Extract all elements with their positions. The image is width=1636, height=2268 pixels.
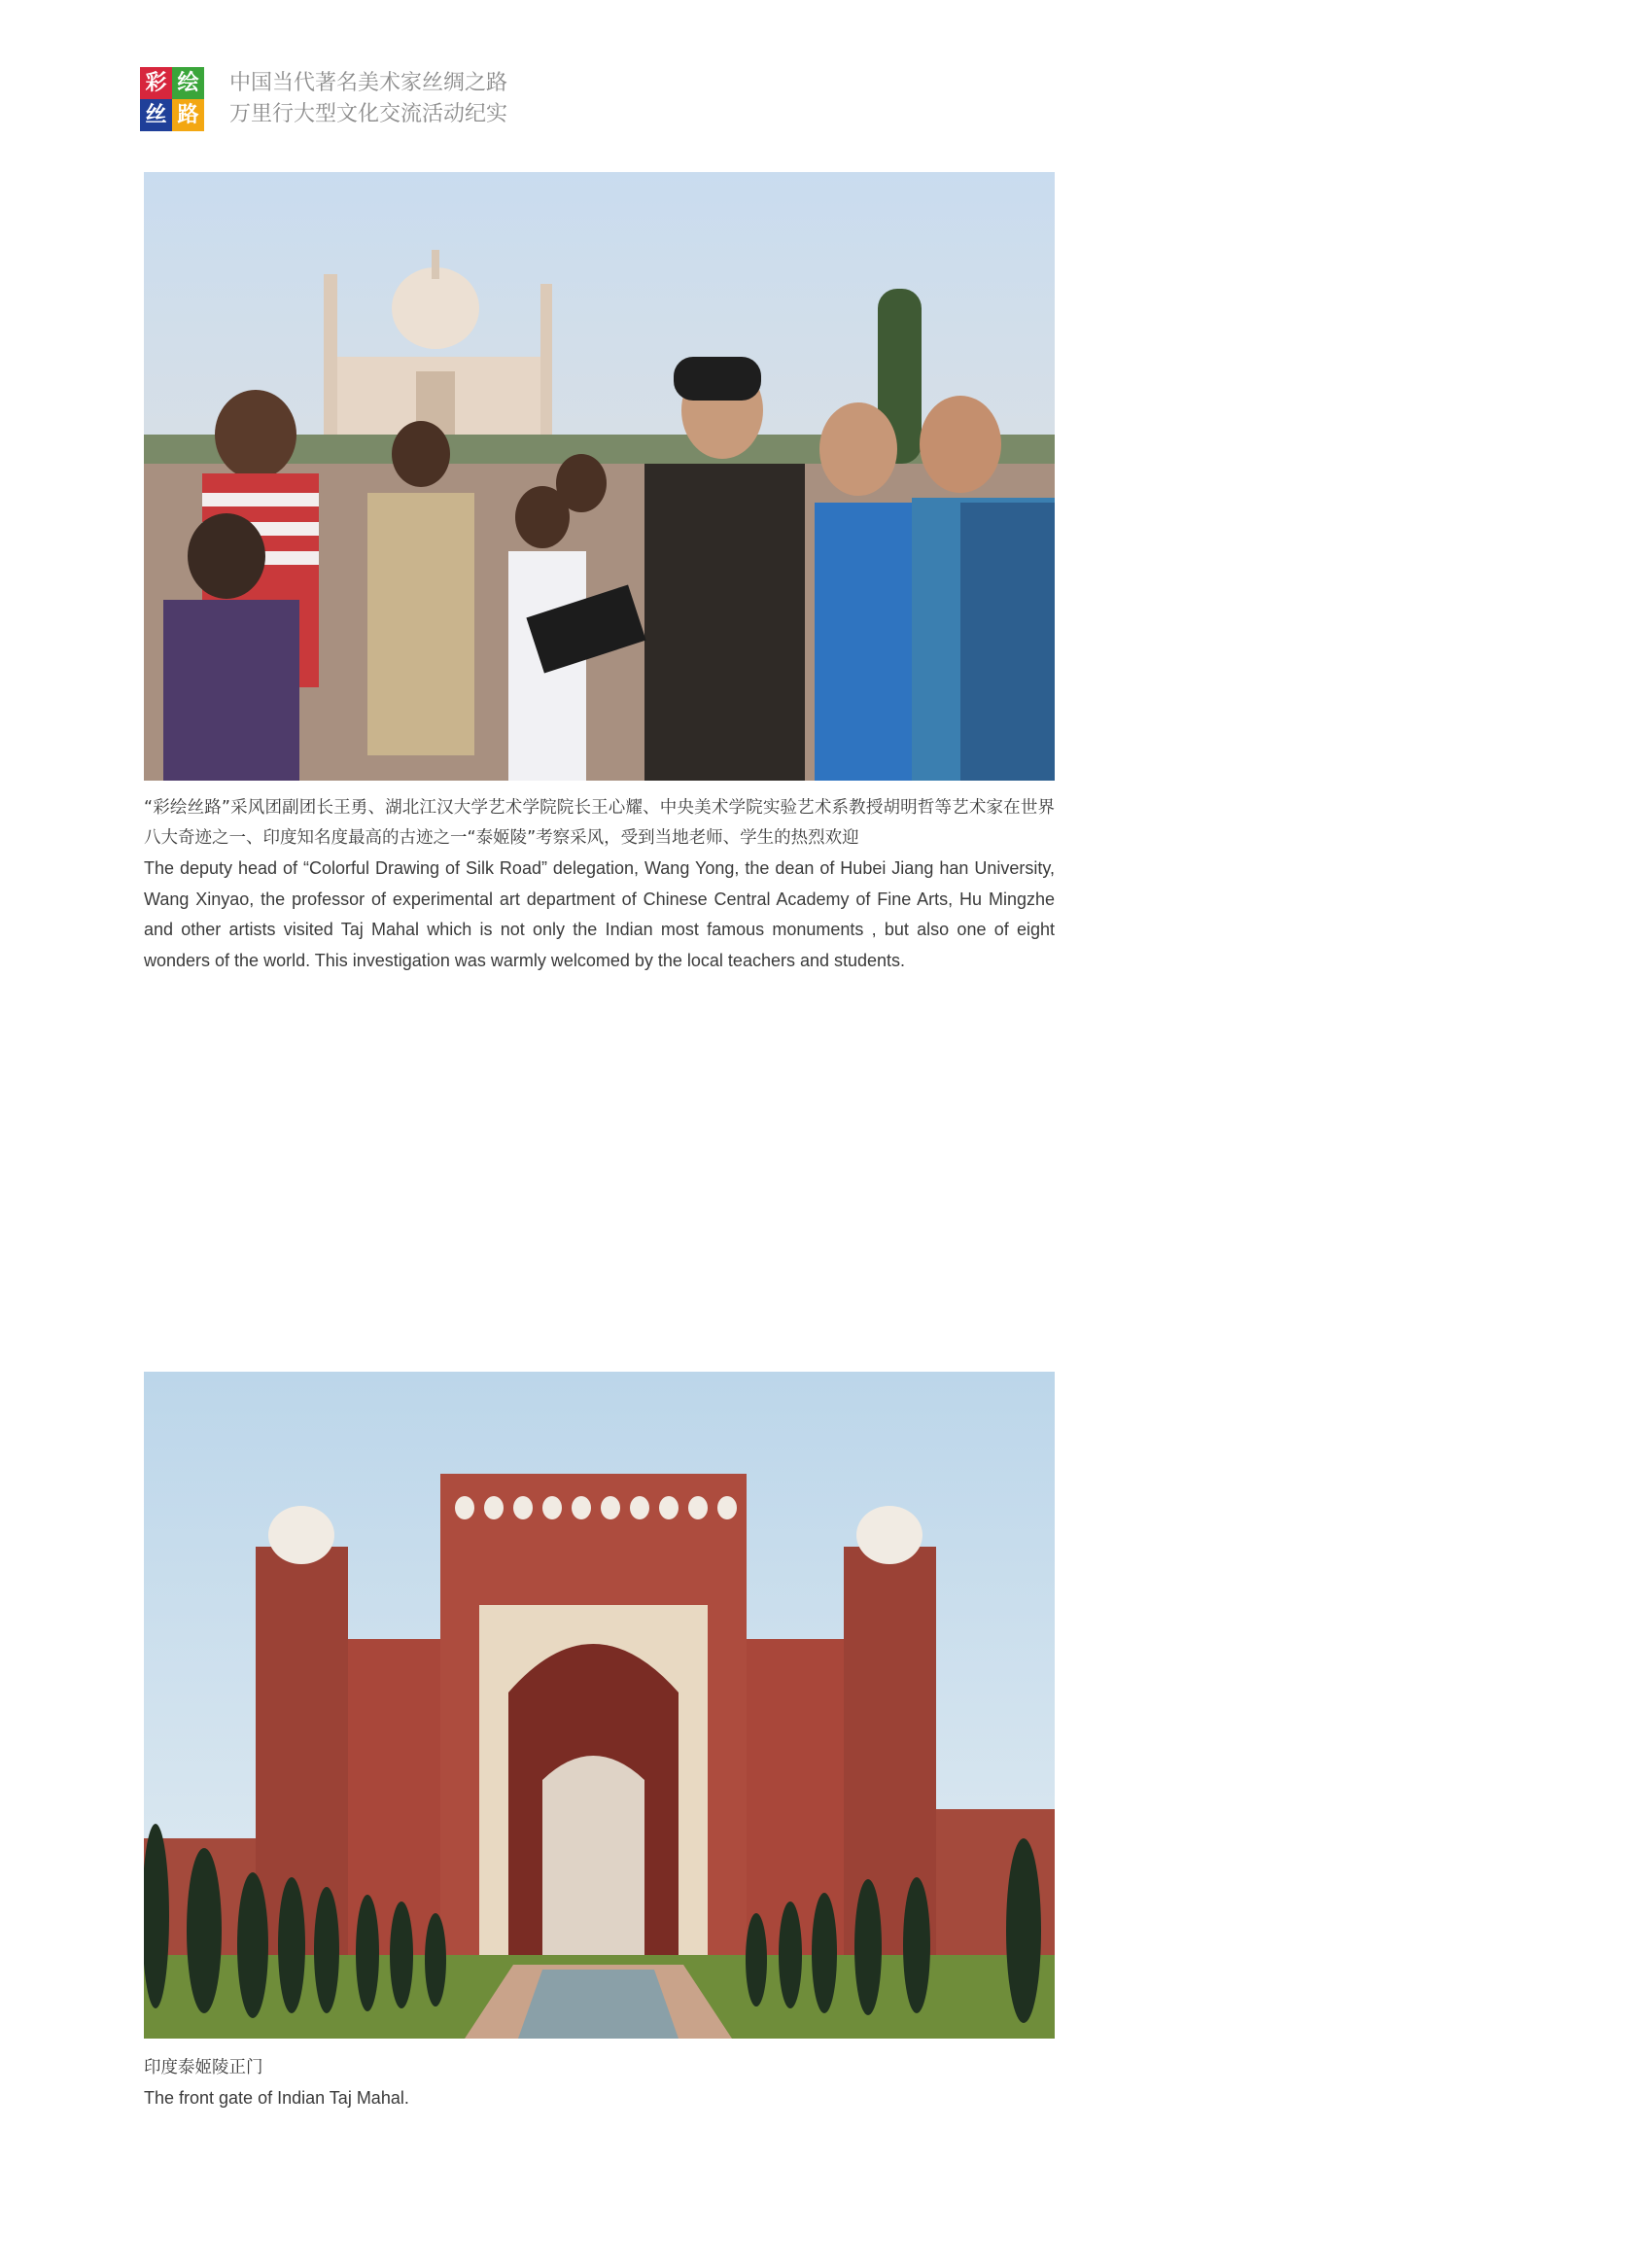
photo-taj-mahal-group — [144, 172, 1055, 781]
caption-group — [144, 793, 1055, 976]
caption-group-en: The deputy head of “Colorful Drawing of Silk Road” delegation, Wang Yong, the dean of Hubei Jiang han University, Wang Xinyao, the professor of experimental art department of Chinese Central Academy of Fine Arts, Hu Mingzhe and other artists visited Taj Mahal which is not only the Indian most famous monuments , but also one of eight wonders of the world. This investigation was warmly welcomed by the local teachers and students. — [144, 858, 1055, 970]
logo-char-si: 丝 — [140, 99, 172, 131]
logo-char-hui: 绘 — [172, 67, 204, 99]
caption-group-zh: “彩绘丝路”采风团副团长王勇、湖北江汉大学艺术学院院长王心耀、中央美术学院实验艺术系教授胡明哲等艺术家在世界八大奇迹之一、印度知名度最高的古迹之一“泰姬陵”考察采风，受到当地老师、学生的热烈欢迎 — [144, 798, 1055, 848]
caption-gate — [144, 2053, 1055, 2114]
series-title-line1: 中国当代著名美术家丝绸之路 — [229, 71, 508, 95]
series-title-line2: 万里行大型文化交流活动纪实 — [229, 102, 508, 126]
photo-icon — [144, 172, 1055, 781]
caption-gate-zh: 印度泰姬陵正门 — [144, 2058, 263, 2077]
logo-char-lu: 路 — [172, 99, 204, 131]
photo-taj-mahal-gate — [144, 1372, 1055, 2039]
logo — [140, 67, 204, 131]
caption-gate-en: The front gate of Indian Taj Mahal. — [144, 2088, 409, 2108]
series-title — [229, 68, 507, 130]
photo-icon — [144, 1372, 1055, 2039]
logo-char-cai: 彩 — [140, 67, 172, 99]
